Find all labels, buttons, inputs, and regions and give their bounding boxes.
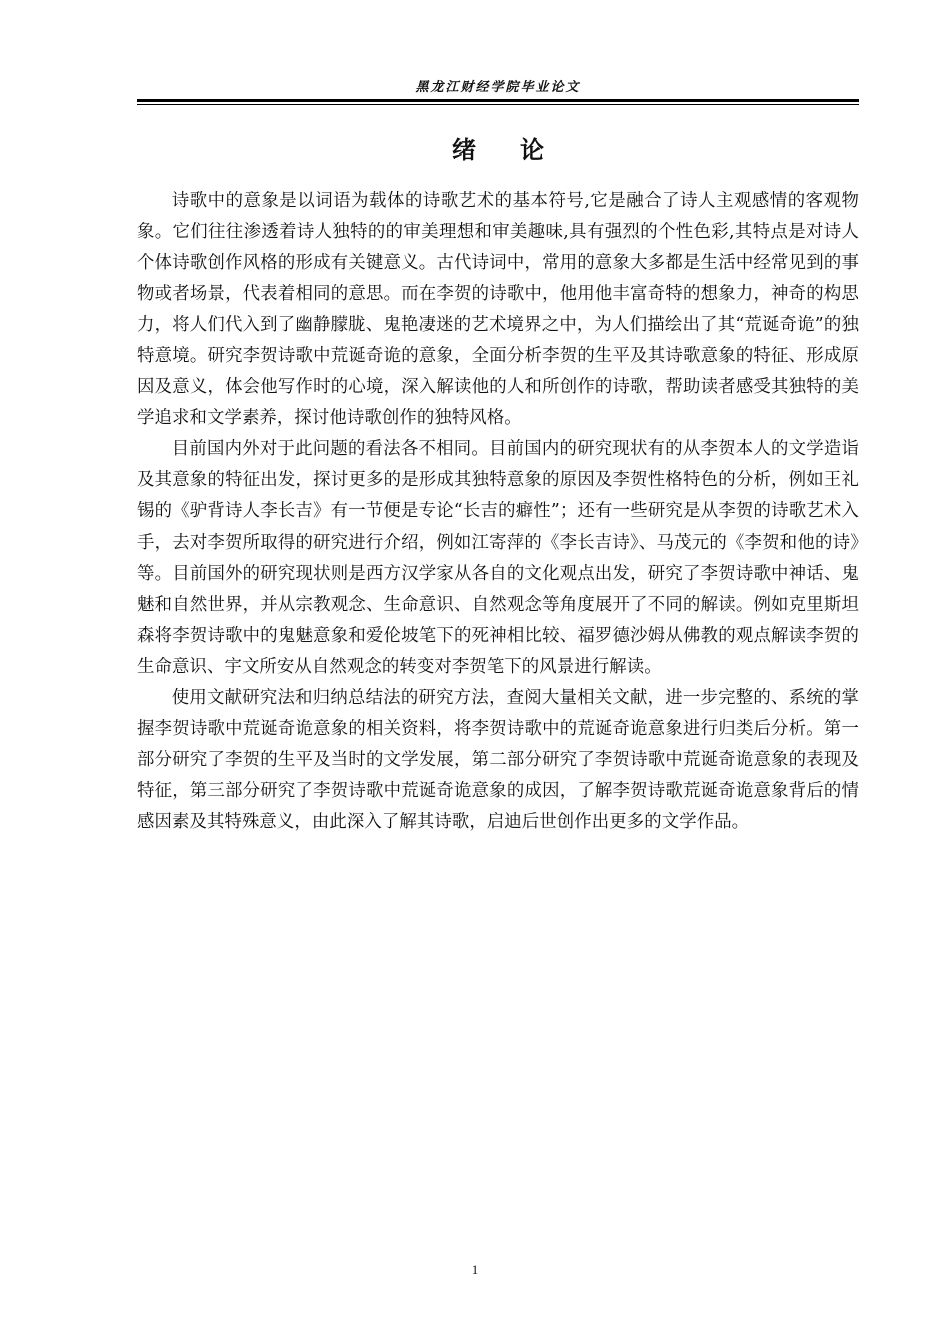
page-title: 绪论	[452, 136, 588, 164]
body-text	[137, 186, 859, 838]
paragraph-3: 使用文献研究法和归纳总结法的研究方法，查阅大量相关文献，进一步完整的、系统的掌握李贺诗歌中荒诞奇诡意象的相关资料，将李贺诗歌中的荒诞奇诡意象进行归类后分析。第一部分研究了李贺的生平及当时的文学发展，第二部分研究了李贺诗歌中荒诞奇诡意象的表现及特征，第三部分研究了李贺诗歌中荒诞奇诡意象的成因，了解李贺诗歌荒诞奇诡意象背后的情感因素及其特殊意义，由此深入了解其诗歌，启迪后世创作出更多的文学作品。	[137, 687, 859, 832]
page-number: 1	[471, 1262, 479, 1277]
running-header: 黑龙江财经学院毕业论文	[415, 80, 581, 95]
paragraph-2: 目前国内外对于此问题的看法各不相同。目前国内的研究现状有的从李贺本人的文学造诣及其意象的特征出发，探讨更多的是形成其独特意象的原因及李贺性格特色的分析，例如王礼锡的《驴背诗人李长吉》有一节便是专论“长吉的癖性”；还有一些研究是从李贺的诗歌艺术入手，去对李贺所取得的研究进行介绍，例如江寄萍的《李长吉诗》、马茂元的《李贺和他的诗》等。目前国外的研究现状则是西方汉学家从各自的文化观点出发，研究了李贺诗歌中神话、鬼魅和自然世界，并从宗教观念、生命意识、自然观念等角度展开了不同的解读。例如克里斯坦森将李贺诗歌中的鬼魅意象和爱伦坡笔下的死神相比较、福罗德沙姆从佛教的观点解读李贺的生命意识、宇文所安从自然观念的转变对李贺笔下的风景进行解读。	[137, 439, 859, 677]
header-rule-thick	[137, 99, 859, 102]
header-rule-thin	[137, 104, 859, 105]
paragraph-1: 诗歌中的意象是以词语为载体的诗歌艺术的基本符号,它是融合了诗人主观感情的客观物象。它们往往渗透着诗人独特的的审美理想和审美趣味,具有强烈的个性色彩,其特点是对诗人个体诗歌创作风格的形成有关键意义。古代诗词中，常用的意象大多都是生活中经常见到的事物或者场景，代表着相同的意思。而在李贺的诗歌中，他用他丰富奇特的想象力，神奇的构思力，将人们代入到了幽静朦胧、鬼艳凄迷的艺术境界之中，为人们描绘出了其“荒诞奇诡”的独特意境。研究李贺诗歌中荒诞奇诡的意象，全面分析李贺的生平及其诗歌意象的特征、形成原因及意义，体会他写作时的心境，深入解读他的人和所创作的诗歌，帮助读者感受其独特的美学追求和文学素养，探讨他诗歌创作的独特风格。	[137, 191, 859, 429]
